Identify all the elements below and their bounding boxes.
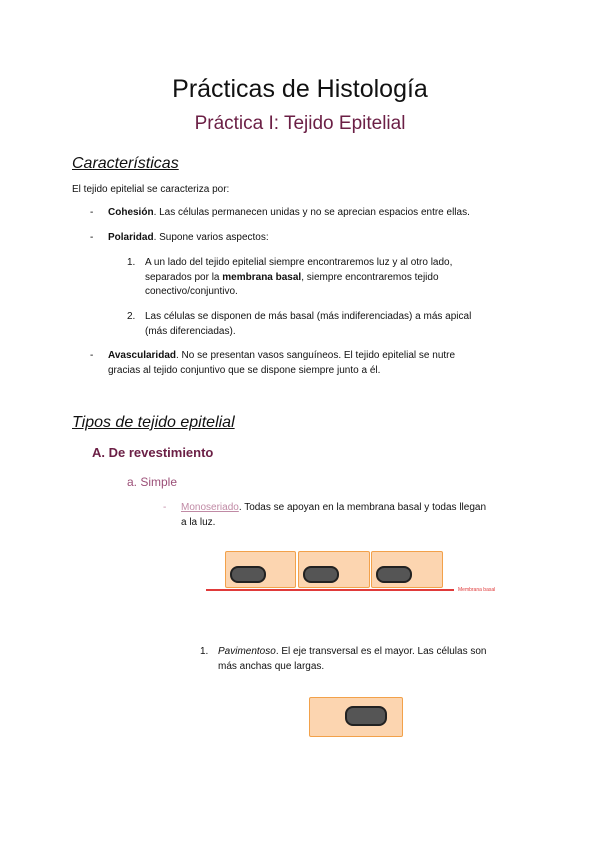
term-pavimentoso: Pavimentoso [218,646,276,657]
sub1-line2 [145,271,525,286]
text-polaridad: . Supone varios aspectos: [153,232,269,243]
monoseriado-line2: a la luz. [181,516,216,528]
monoseriado-line1 [181,501,531,516]
sub1-text [145,256,525,300]
sub2-text [145,310,525,339]
avascularidad-text1: . No se presentan vasos sanguíneos. El tejido epitelial se nutre [176,350,456,361]
sub1-number: 1. [127,257,136,268]
bullet-dash: - [90,232,94,243]
item-cohesion [108,206,470,221]
section-a-heading: A. De revestimiento [92,445,214,460]
pavimentoso-line1 [218,645,538,660]
simple-heading: a. Simple [127,475,178,489]
sub2-number: 2. [127,311,136,322]
item-polaridad [108,231,269,246]
page-title: Prácticas de Histología [172,75,428,103]
bullet-dash: - [90,350,94,361]
monoseriado-link[interactable]: Monoseriado [181,502,239,513]
term-cohesion: Cohesión [108,207,154,218]
heading-tipos: Tipos de tejido epitelial [72,414,235,431]
avascularidad-line2: gracias al tejido conjuntivo que se dispone siempre junto a él. [108,364,381,376]
sub1-line2-c: , siempre encontraremos tejido [301,271,439,283]
sub2-line1: Las células se disponen de más basal (más indiferenciadas) a más apical [145,311,472,322]
sub1-line1: A un lado del tejido epitelial siempre encontraremos luz y al otro lado, [145,257,453,268]
sub1-line2-a: separados por la [145,271,223,283]
pavimentoso-line2: más anchas que largas. [218,660,325,672]
item-pavimentoso [218,645,538,674]
term-avascularidad: Avascularidad [108,350,176,361]
heading-caracteristicas: Características [72,155,179,172]
cell-nucleus [230,566,266,583]
basal-membrane-line [206,589,454,591]
sub2-line2: (más diferenciadas). [145,325,236,337]
term-membrana-basal: membrana basal [222,271,302,283]
pavimentoso-text1: . El eje transversal es el mayor. Las células son [275,646,487,657]
avascularidad-line1 [108,349,528,364]
cell-nucleus [345,706,387,726]
cell-nucleus [376,566,412,583]
pavimentoso-number: 1. [200,646,209,657]
cell-nucleus [303,566,339,583]
basal-membrane-label: Membrana basal [458,587,496,593]
text-cohesion: . Las células permanecen unidas y no se aprecian espacios entre ellas. [153,207,470,218]
bullet-dash: - [90,207,94,218]
monoseriado-text1: . Todas se apoyan en la membrana basal y todas llegan [238,502,487,513]
sub1-line3: conectivo/conjuntivo. [145,286,238,297]
intro-text: El tejido epitelial se caracteriza por: [72,184,230,195]
bullet-dash: - [163,502,167,513]
page-subtitle: Práctica I: Tejido Epitelial [194,113,406,134]
term-polaridad: Polaridad [108,232,154,243]
item-monoseriado [181,501,531,530]
item-avascularidad [108,349,528,378]
